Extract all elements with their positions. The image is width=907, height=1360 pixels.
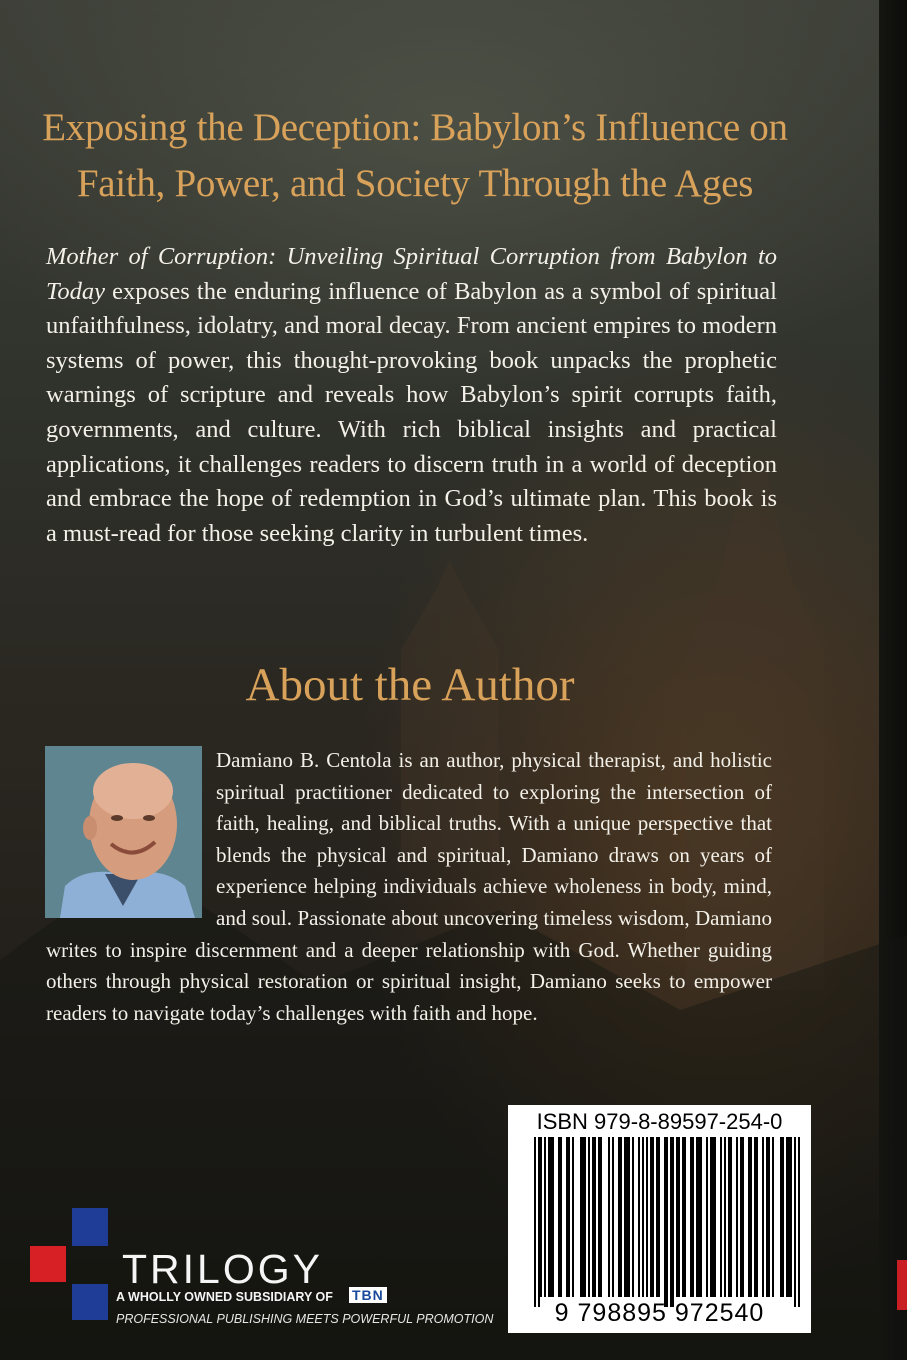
- barcode-bar: [618, 1137, 620, 1297]
- barcode-bar: [678, 1137, 680, 1297]
- barcode-bar: [594, 1137, 596, 1297]
- barcode-bar: [592, 1137, 594, 1297]
- barcode-bar: [620, 1137, 622, 1297]
- book-description: [46, 240, 777, 551]
- barcode-bar: [664, 1137, 666, 1307]
- barcode-bar: [780, 1137, 782, 1297]
- barcode-bar: [740, 1137, 742, 1297]
- publisher-name: TRILOGY: [122, 1246, 323, 1292]
- isbn-barcode: [508, 1105, 811, 1333]
- barcode-bar: [748, 1137, 750, 1297]
- barcode-bar: [756, 1137, 758, 1297]
- barcode-bar: [672, 1137, 674, 1307]
- barcode-bar: [656, 1137, 658, 1297]
- barcode-bar: [600, 1137, 602, 1297]
- logo-square-blue-top: [72, 1208, 108, 1246]
- back-cover-headline: Exposing the Deception: Babylon’s Influence on Faith, Power, and Society Through the Ages: [42, 106, 788, 205]
- barcode-bar: [786, 1137, 788, 1297]
- barcode-bar: [670, 1137, 672, 1307]
- barcode-bar: [724, 1137, 726, 1297]
- barcode-bar: [714, 1137, 716, 1297]
- barcode-bar: [692, 1137, 694, 1297]
- publisher-subsidiary: A WHOLLY OWNED SUBSIDIARY OF: [116, 1290, 333, 1304]
- barcode-bar: [750, 1137, 752, 1297]
- barcode-bar: [658, 1137, 660, 1297]
- barcode-bar: [550, 1137, 552, 1297]
- barcode-bar: [666, 1137, 668, 1307]
- barcode-bar: [762, 1137, 764, 1297]
- photo-spacer: [46, 745, 216, 903]
- barcode-bar: [768, 1137, 770, 1297]
- barcode-bar: [698, 1137, 700, 1297]
- barcode-bar: [728, 1137, 730, 1297]
- barcode-bar: [766, 1137, 768, 1297]
- barcode-bar: [568, 1137, 570, 1297]
- isbn-label: ISBN 979-8-89597-254-0: [536, 1109, 783, 1134]
- barcode-bar: [612, 1137, 614, 1297]
- barcode-bar: [782, 1137, 784, 1297]
- barcode-bar: [638, 1137, 640, 1297]
- barcode-bar: [794, 1137, 796, 1307]
- publisher-tagline: PROFESSIONAL PUBLISHING MEETS POWERFUL PROMOTION: [116, 1312, 494, 1326]
- barcode-bar: [650, 1137, 652, 1297]
- trilogy-logo-mark: [28, 1208, 110, 1320]
- barcode-bar: [544, 1137, 546, 1297]
- barcode-bar: [588, 1137, 590, 1297]
- barcode-bar: [584, 1137, 586, 1297]
- barcode-bar: [742, 1137, 744, 1297]
- barcode-bar: [700, 1137, 702, 1297]
- barcode-bar: [534, 1137, 536, 1307]
- barcode-bar: [560, 1137, 562, 1297]
- barcode-bar: [642, 1137, 644, 1297]
- logo-square-red: [30, 1246, 66, 1282]
- barcode-bar: [558, 1137, 560, 1297]
- barcode-bar: [754, 1137, 756, 1297]
- barcode-bar: [720, 1137, 722, 1297]
- about-author-heading: About the Author: [245, 659, 575, 711]
- spine-red-marker: [897, 1260, 907, 1310]
- barcode-bar: [598, 1137, 600, 1297]
- barcode-bar: [736, 1137, 738, 1297]
- barcode-bar: [548, 1137, 550, 1297]
- barcode-bar: [798, 1137, 800, 1307]
- barcode-bar: [628, 1137, 630, 1297]
- barcode-bar: [772, 1137, 774, 1297]
- logo-square-blue-bottom: [72, 1284, 108, 1320]
- barcode-bar: [582, 1137, 584, 1297]
- barcode-bar: [710, 1137, 712, 1297]
- barcode-bar: [676, 1137, 678, 1297]
- barcode-bar: [580, 1137, 582, 1297]
- barcode-bar: [552, 1137, 554, 1297]
- tbn-badge: TBN: [349, 1287, 387, 1303]
- author-bio-text: Damiano B. Centola is an author, physical therapist, and holistic spiritual practitioner dedicated to exploring the intersection of faith, healing, and biblical truths. With a unique perspective that blends the physical and spiritual, Damiano draws on years of experience helping individuals achieve wholeness in body, mind, and soul. Passionate about uncovering timeless wisdom, Damiano writes to inspire discernment and a deeper relationship with God. Whether guiding others through physical restoration or spiritual insight, Damiano seeks to empower readers to navigate today’s challenges with faith and hope.: [46, 748, 772, 1025]
- barcode-bar: [626, 1137, 628, 1297]
- barcode-bar: [646, 1137, 648, 1297]
- barcode-bar: [696, 1137, 698, 1297]
- barcode-bar: [572, 1137, 574, 1297]
- author-bio: [46, 745, 772, 1029]
- barcode-bar: [788, 1137, 790, 1297]
- barcode-bar: [538, 1137, 540, 1307]
- barcode-bar: [790, 1137, 792, 1297]
- barcode-bar: [566, 1137, 568, 1297]
- barcode-bar: [706, 1137, 708, 1297]
- barcode-bar: [540, 1137, 542, 1297]
- barcode-bar: [690, 1137, 692, 1297]
- barcode-bar: [684, 1137, 686, 1297]
- barcode-bar: [652, 1137, 654, 1297]
- barcode-digits: 9 798895 972540: [554, 1299, 765, 1327]
- book-title-italic: Mother of Corruption: Unveiling Spiritual Corruption from Babylon to Today: [46, 243, 777, 305]
- description-text: exposes the enduring influence of Babylon as a symbol of spiritual unfaithfulness, idolatry, and moral decay. From ancient empires to modern systems of power, this thought-provoking book unpacks the prophetic warnings of scripture and reveals how Babylon’s spirit corrupts faith, governments, and culture. With rich biblical insights and practical applications, it challenges readers to discern truth in a world of deception and embrace the hope of redemption in God’s ultimate plan. This book is a must-read for those seeking clarity in turbulent times.: [46, 277, 777, 547]
- barcode-bar: [730, 1137, 732, 1297]
- barcode-bar: [632, 1137, 634, 1297]
- barcode-bar: [624, 1137, 626, 1297]
- barcode-bar: [608, 1137, 610, 1297]
- barcode-bar: [682, 1137, 684, 1297]
- barcode-bar: [712, 1137, 714, 1297]
